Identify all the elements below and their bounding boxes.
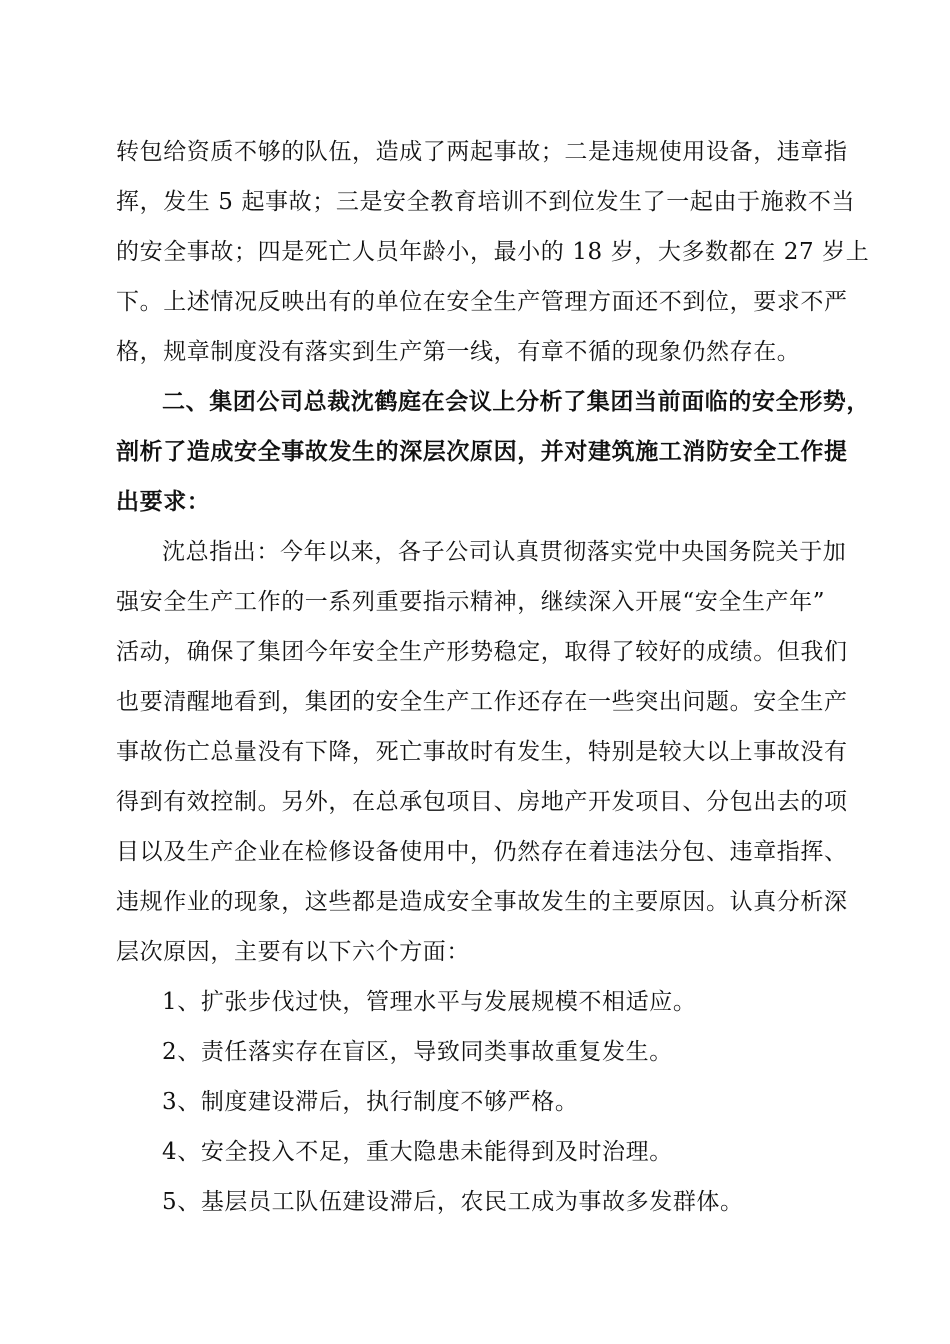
section-heading-line: 剖析了造成安全事故发生的深层次原因，并对建筑施工消防安全工作提 xyxy=(116,439,848,465)
list-item: 4、安全投入不足，重大隐患未能得到及时治理。 xyxy=(162,1139,673,1165)
paragraph-line: 活动，确保了集团今年安全生产形势稳定，取得了较好的成绩。但我们 xyxy=(116,639,848,665)
paragraph-line: 强安全生产工作的一系列重要指示精神，继续深入开展“安全生产年” xyxy=(116,589,826,615)
section-heading-line: 二、集团公司总裁沈鹤庭在会议上分析了集团当前面临的安全形势， xyxy=(162,389,870,415)
paragraph-line: 的安全事故；四是死亡人员年龄小，最小的 18 岁，大多数都在 27 岁上 xyxy=(116,239,870,265)
paragraph-line: 违规作业的现象，这些都是造成安全事故发生的主要原因。认真分析深 xyxy=(116,889,848,915)
list-item: 2、责任落实存在盲区，导致同类事故重复发生。 xyxy=(162,1039,673,1065)
paragraph-line: 沈总指出：今年以来，各子公司认真贯彻落实党中央国务院关于加 xyxy=(162,539,847,565)
paragraph-line: 目以及生产企业在检修设备使用中，仍然存在着违法分包、违章指挥、 xyxy=(116,839,848,865)
paragraph-line: 层次原因，主要有以下六个方面： xyxy=(116,939,470,965)
list-item: 1、扩张步伐过快，管理水平与发展规模不相适应。 xyxy=(162,989,697,1015)
section-heading-line: 出要求： xyxy=(116,489,211,515)
list-item: 3、制度建设滞后，执行制度不够严格。 xyxy=(162,1089,579,1115)
paragraph-line: 格，规章制度没有落实到生产第一线，有章不循的现象仍然存在。 xyxy=(116,339,801,365)
paragraph-line: 事故伤亡总量没有下降，死亡事故时有发生，特别是较大以上事故没有 xyxy=(116,739,848,765)
paragraph-line: 挥，发生 5 起事故；三是安全教育培训不到位发生了一起由于施救不当 xyxy=(116,189,856,215)
list-item: 5、基层员工队伍建设滞后，农民工成为事故多发群体。 xyxy=(162,1189,744,1215)
paragraph-line: 转包给资质不够的队伍，造成了两起事故；二是违规使用设备，违章指 xyxy=(116,139,848,165)
paragraph-line: 也要清醒地看到，集团的安全生产工作还存在一些突出问题。安全生产 xyxy=(116,689,848,715)
paragraph-line: 下。上述情况反映出有的单位在安全生产管理方面还不到位，要求不严 xyxy=(116,289,848,315)
paragraph-line: 得到有效控制。另外，在总承包项目、房地产开发项目、分包出去的项 xyxy=(116,789,848,815)
